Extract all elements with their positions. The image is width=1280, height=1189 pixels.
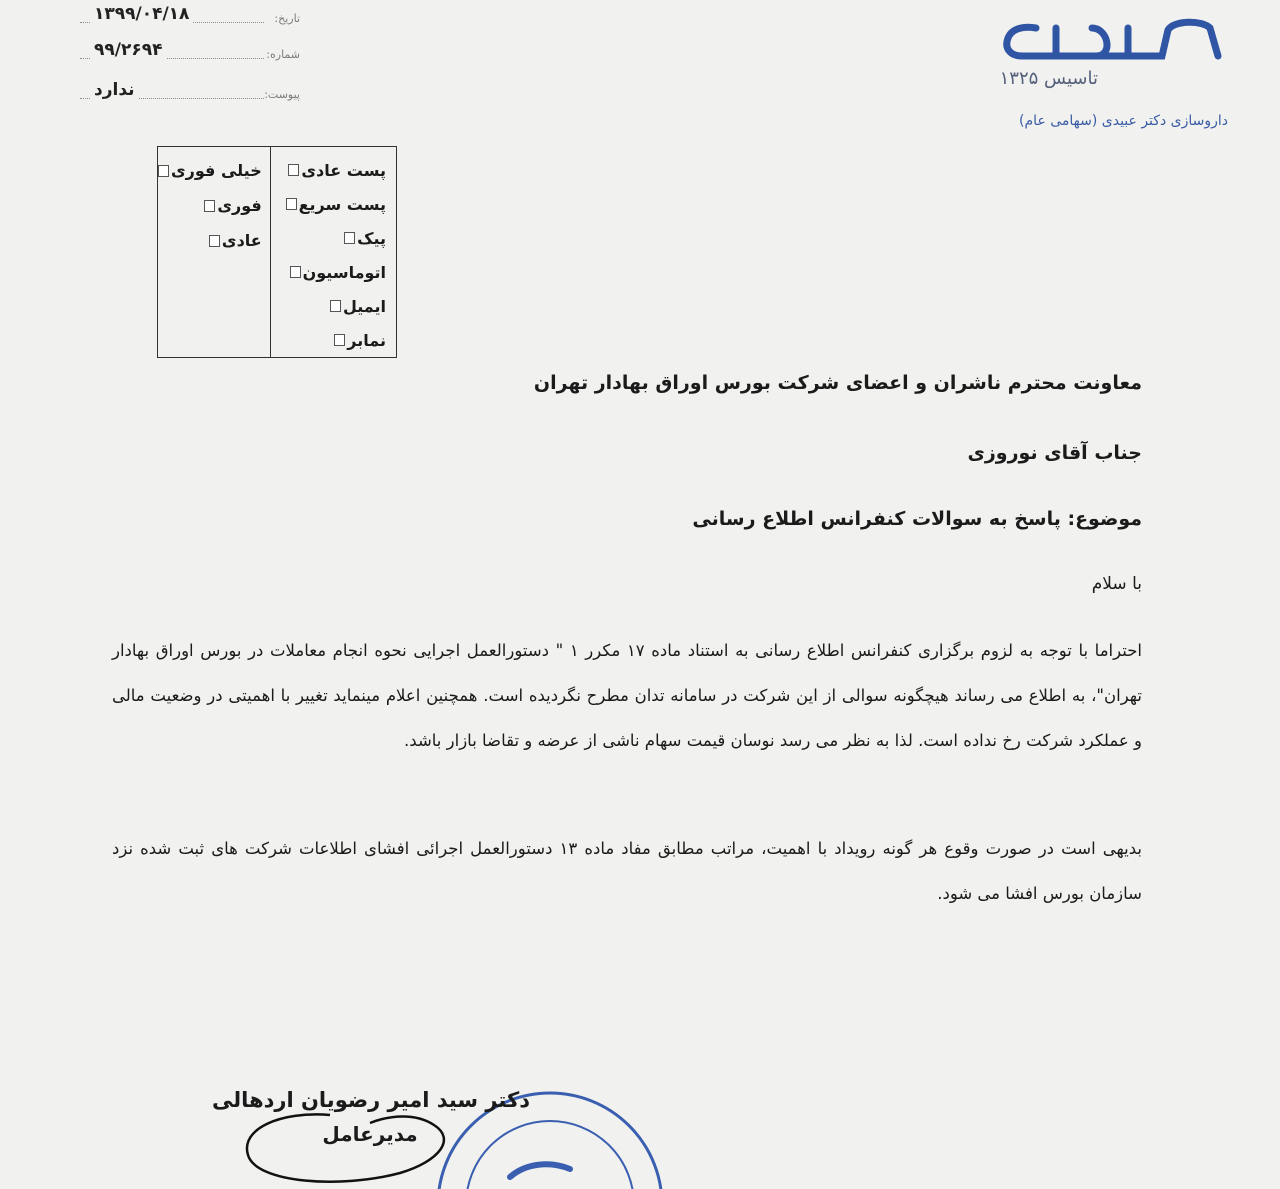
delivery-option: پست سریع [271, 187, 386, 221]
number-value: ۹۹/۲۶۹۴ [90, 40, 166, 60]
date-label: تاریخ: [274, 12, 300, 25]
checkbox[interactable] [290, 266, 301, 278]
delivery-option: پست عادی [271, 153, 386, 187]
priority-option: عادی [158, 223, 262, 258]
checkbox[interactable] [158, 165, 169, 177]
founded-year: تاسیس ۱۳۲۵ [999, 68, 1098, 89]
attachment-value: ندارد [90, 80, 139, 100]
delivery-methods-column [270, 147, 396, 357]
priority-column [158, 147, 270, 357]
subject-heading: موضوع: پاسخ به سوالات کنفرانس اطلاع رسانی [692, 508, 1142, 530]
date-value: ۱۳۹۹/۰۴/۱۸ [90, 4, 193, 24]
body-paragraph-2: بدیهی است در صورت وقوع هر گونه رویداد با اهمیت، مراتب مطابق مفاد ماده ۱۳ دستورالعمل اجرائی افشای اطلاعات شرکت های ثبت شده نزد سازمان بورس افشا می شود. [112, 839, 1143, 903]
checkbox[interactable] [344, 232, 355, 244]
delivery-option: اتوماسیون [271, 255, 386, 289]
date-field [60, 4, 300, 32]
checkbox[interactable] [209, 235, 220, 247]
company-logo [996, 8, 1230, 70]
number-label: شماره: [266, 48, 300, 61]
attachment-field [60, 80, 300, 108]
body-paragraph-1: احتراما با توجه به لزوم برگزاری کنفرانس اطلاع رسانی به استناد ماده ۱۷ مکرر ۱ " دستورالعمل اجرایی نحوه انجام معاملات در بورس اوراق بهادار تهران"، به اطلاع می رساند هیچگونه سوالی از این شرکت در سامانه تدان مطرح نگردیده است. همچنین اعلام مینماید تغییر با اهمیتی در وضعیت مالی و عملکرد شرکت رخ نداده است. لذا به نظر می رسد نوسان قیمت سهام ناشی از عرضه و تقاضا بازار باشد. [112, 641, 1142, 750]
checkbox[interactable] [330, 300, 341, 312]
delivery-option: ایمیل [271, 289, 386, 323]
addressee-heading: جناب آقای نوروزی [967, 442, 1142, 464]
greeting: با سلام [1091, 574, 1142, 594]
delivery-method-box [157, 146, 397, 358]
delivery-option: پیک [271, 221, 386, 255]
company-name: داروسازی دکتر عبیدی (سهامی عام) [1019, 113, 1228, 129]
checkbox[interactable] [334, 334, 345, 346]
signatory-title: مدیرعامل [322, 1122, 418, 1146]
signatory-name: دکتر سید امیر رضویان اردهالی [212, 1088, 530, 1112]
priority-option: فوری [158, 188, 262, 223]
attachment-label: پیوست: [264, 88, 300, 101]
delivery-option: نمابر [271, 323, 386, 357]
checkbox[interactable] [286, 198, 297, 210]
recipient-heading: معاونت محترم ناشران و اعضای شرکت بورس اوراق بهادار تهران [533, 372, 1142, 394]
checkbox[interactable] [204, 200, 215, 212]
number-field [60, 40, 300, 68]
checkbox[interactable] [288, 164, 299, 176]
priority-option: خیلی فوری [158, 153, 262, 188]
